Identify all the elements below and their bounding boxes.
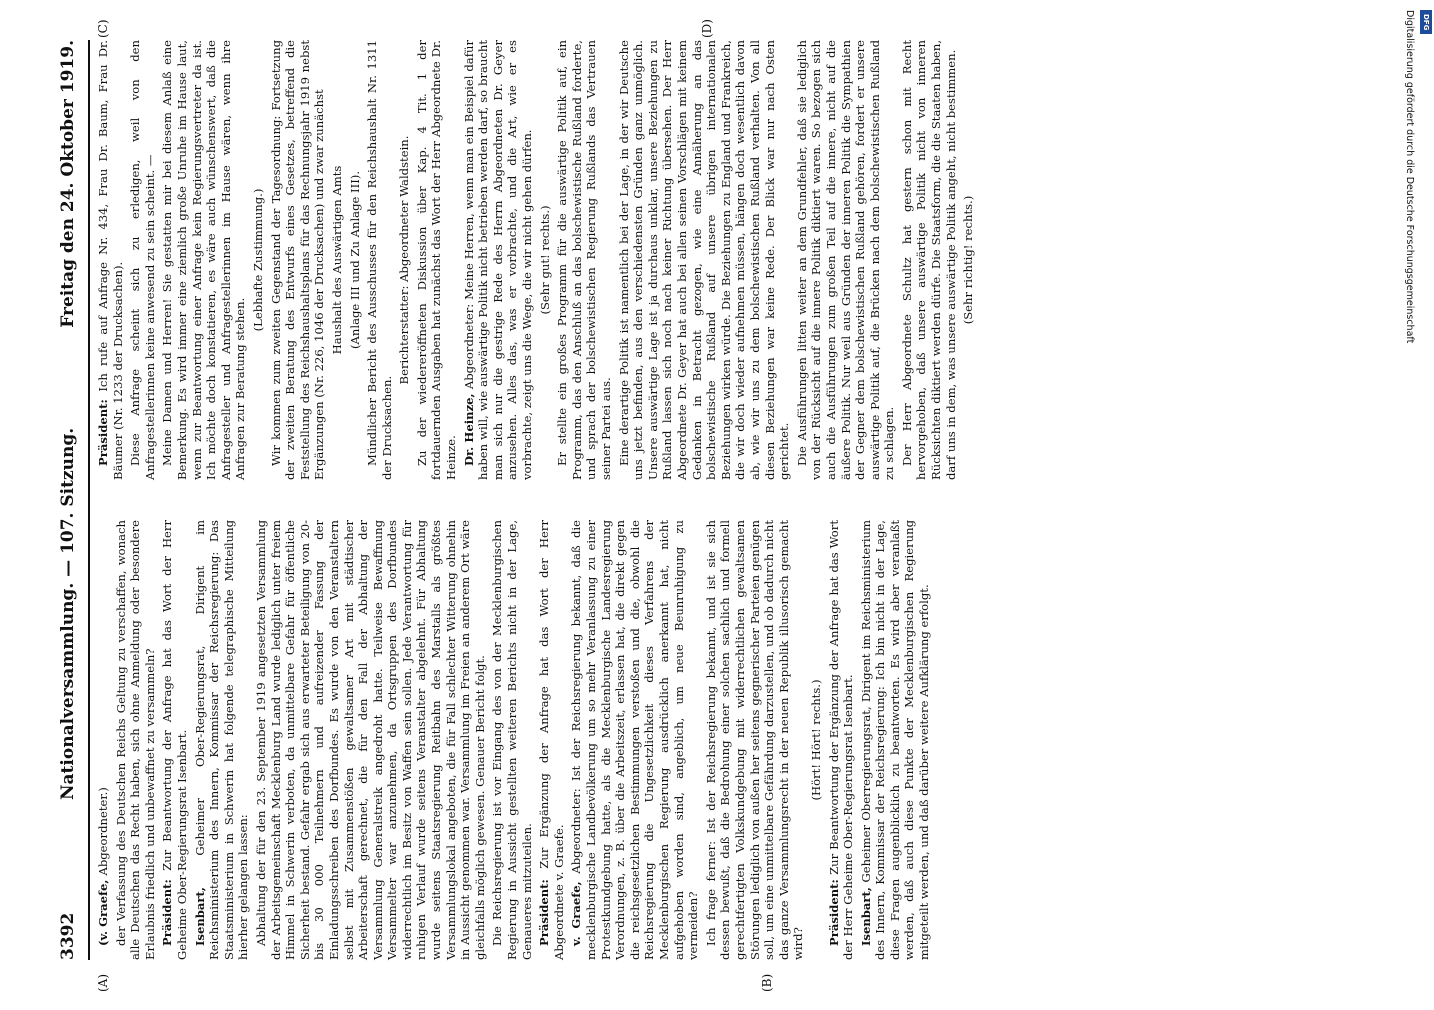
funding-note: Digitalisierung gefördert durch die Deutsche Forschungsgemeinschaft [1404, 10, 1415, 344]
margin-marker-a: (A) [96, 973, 110, 992]
left-column-paragraph [193, 520, 251, 960]
right-column-paragraph: (Sehr gut! rechts.) [537, 205, 552, 315]
left-column-paragraph [704, 520, 806, 960]
paragraph-text: Ich frage ferner: Ist der Reichsregierung bekannt, und ist sie sich dessen bewußt, daß die Bedrohung einer solchen sachlich und formell gerechtfertigten Volkskundgebung mit widerrechtlichen gewaltsamen Störungen lediglich von außen her seitens gegnerischer Parteien genügen soll, um eine unmittelbare Gefährdung darzustellen, und ob dadurch nicht das ganze Versammlungsrecht in der neuen Republik illusorisch gemacht wird? [703, 520, 806, 960]
margin-marker-d: (D) [700, 19, 714, 38]
paragraph-text: Abgeordneter: Ist der Reichsregierung bekannt, daß die mecklenburgische Landbevölkerung um so mehr Veranlassung zu einer Protestkundgebung hatte, als die Mecklenburgische Landesregierung Verordnungen, z. B. über die Arbeitszeit, erlassen hat, die direkt gegen die reichsgesetzlichen Bestimmungen verstoßen und die, obwohl die Reichsregierung die Ungesetzlichkeit dieses Verfahrens der Mecklenburgischen Regierung ausdrücklich anerkannt hat, nicht aufgehoben worden sind, angeblich, um neue Beunruhigung zu vermeiden? [569, 520, 701, 960]
speaker-name: Präsident: [96, 391, 110, 466]
paragraph-text: Zu der wiedereröffneten Diskussion über Kap. 4 Tit. 1 der fortdauernden Ausgaben hat zunächst das Wort der Herr Abgeordnete Dr. Heinze. [414, 40, 459, 480]
header-rule [88, 40, 90, 960]
speaker-name: Präsident: [160, 870, 175, 946]
left-column-paragraph [537, 520, 566, 960]
right-column-paragraph [160, 40, 248, 480]
right-column-paragraph [96, 40, 125, 480]
paragraph-text: Er stellte ein großes Programm für die auswärtige Politik auf, ein Programm, das den Anschluß an das bolschewistische Rußland forderte, und sprach der bolschewistischen Regierung Rußlands das Vertrauen seiner Partei aus. [555, 40, 613, 480]
paragraph-text: Abgeordneter.) [96, 787, 110, 876]
paragraph-text: Die Reichsregierung ist vor Eingang des von der Mecklenburgischen Regierung in Aussicht gestellten weiteren Berichts nicht in der Lage, Genaueres mitzuteilen. [490, 520, 534, 960]
right-column-paragraph: (Lebhafte Zustimmung.) [250, 188, 265, 332]
paragraph-text: Zur Beantwortung der Anfrage hat das Wort der Herr Geheime Ober-Regierungsrat Isenbart. [160, 520, 189, 960]
session-date: Freitag den 24. Oktober 1919. [58, 40, 78, 328]
right-column-paragraph: (Anlage III und Zu Anlage III). [347, 171, 362, 349]
right-column-paragraph [128, 40, 157, 480]
right-text-column [96, 40, 979, 480]
right-column-paragraph [795, 40, 897, 480]
paragraph-text: Abhaltung der für den 23. September 1919 angesetzten Versammlung der Arbeitsgemeinschaft Mecklenburg Land wurde lediglich unter freiem Himmel in Schwerin verboten, da unmittelbare Gefahr für öffentliche Sicherheit bestand. Gefahr ergab sich aus erwarteter Beteiligung von 20- bis 30 000 Teilnehmern und aufreizender Fassung der Einladungsschreiben des Dorfbundes. Es wurde von den Veranstaltern selbst mit Zusammenstößen gewaltsamer Art mit städtischer Arbeiterschaft gerechnet, die für den Fall der Abhaltung der Versammlung Generalstreik angedroht hatte. Teilweise Bewaffnung Versammelter war anzunehmen, da Ortsgruppen des Dorfbundes widerrechtlich im Besitz von Waffen sein sollen. Jede Verantwortung für ruhigen Verlauf wurde seitens Veranstalter abgelehnt. Für Abhaltung wurde seitens Staatsregierung Reitbahn des Marstalls als größtes Versammlungslokal angeboten, die für Fall schlechter Witterung ohnehin in Aussicht genommen war. Versammlung im Freien an anderem Ort wäre gleichfalls möglich gewesen. Genauer Bericht folgt. [253, 520, 487, 960]
right-column-paragraph: (Sehr richtig! rechts.) [961, 195, 976, 325]
paragraph-text: Geheimer Oberregierungsrat, Dirigent im Reichsministerium des Innern, Kommissar der Reichsregierung: Ich bin nicht in der Lage, diese Fragen augenblicklich zu beantworten. Es wird aber veranlaßt werden, daß auch diese Punkte der Mecklenburgischen Regierung mitgeteilt werden, und daß darüber weitere Aufklärung erfolgt. [858, 520, 932, 960]
left-column-paragraph [160, 520, 189, 960]
right-column-paragraph [365, 40, 394, 480]
paragraph-text: Abgeordneter: Meine Herren, wenn man ein Beispiel dafür haben will, wie auswärtige Politik nicht betrieben werden darf, so braucht man sich nur die gestrige Rede des Herrn Abgeordneten Dr. Geyer anzusehen. Alles das, was er vorbrachte, und die Art, wie er es vorbrachte, zeigt uns die Wege, die wir nicht gehen dürfen. [461, 40, 535, 480]
right-column-paragraph: Haushalt des Auswärtigen Amts [329, 165, 344, 355]
paragraph-text: Zur Ergänzung der Anfrage hat das Wort der Herr Abgeordnete v. Graefe. [537, 520, 566, 960]
paragraph-text: Eine derartige Politik ist namentlich bei der Lage, in der wir Deutsche uns jetzt befinden, aus den verschiedensten Gründen ganz unmöglich. Unsere auswärtige Lage ist ja durchaus unklar, unsere Beziehungen zu Rußland lassen sich noch nach keiner Richtung übersehen. Der Herr Abgeordnete Dr. Geyer hat auch bei allen seinen Vorschlägen mit keinem Gedanken in Betracht gezogen, wie eine Annäherung an das bolschewistische Rußland auf unsere übrigen internationalen Beziehungen wirken würde. Die Beziehungen zu England und Frankreich, die wir doch wieder aufnehmen müssen, hängen doch wesentlich davon ab, wie wir uns zu dem bolschewistischen Rußland verhalten. Von all diesen Beziehungen war keine Rede. Der Blick war nur nach Osten gerichtet. [616, 40, 792, 480]
paragraph-text: Diese Anfrage scheint sich zu erledigen, weil von den Anfragestellerinnen keine anwesend zu sein scheint. — [128, 40, 157, 480]
paragraph-text: Der Herr Abgeordnete Schultz hat gestern schon mit Recht hervorgehoben, daß unsere auswärtige Politik nicht von inneren Rücksichten diktiert werden dürfe. Die Staatsform, die die Staaten haben, darf uns in dem, was unsere auswärtige Politik angeht, nicht bestimmen. [899, 40, 958, 480]
speaker-name: v. Graefe, [569, 873, 584, 946]
speaker-name: Isenbart, [858, 882, 873, 946]
page-number: 3392 [58, 912, 78, 960]
left-column-paragraph [254, 520, 488, 960]
left-column-paragraph [859, 520, 932, 960]
left-column-paragraph [569, 520, 700, 960]
left-column-paragraph [827, 520, 856, 960]
right-column-paragraph [617, 40, 792, 480]
left-text-column [96, 520, 935, 960]
dfg-logo: DFG [1420, 10, 1432, 34]
right-column-paragraph [415, 40, 459, 480]
left-column-paragraph: (Hört! Hört! rechts.) [808, 679, 823, 801]
right-column-paragraph [900, 40, 958, 480]
paragraph-text: Wir kommen zum zweiten Gegenstand der Tagesordnung: Fortsetzung der zweiten Beratung des Entwurfs eines Gesetzes, betreffend die Feststellung des Reichshaushaltsplans für das Rechnungsjahr 1919 nebst Ergänzungen (Nr. 226, 1046 der Drucksachen) und zwar zunächst [268, 40, 327, 480]
right-column-paragraph [269, 40, 327, 480]
paragraph-text: der Verfassung des Deutschen Reichs Geltung zu verschaffen, wonach alle Deutschen das Recht haben, sich ohne Anmeldung oder besondere Erlaubnis friedlich und unbewaffnet zu versammeln? [113, 520, 157, 960]
speaker-name: Präsident: [826, 874, 841, 946]
left-column-paragraph [96, 520, 111, 960]
left-column-paragraph [114, 520, 158, 960]
speaker-name: (v. Graefe, [96, 875, 110, 946]
margin-marker-c: (C) [96, 19, 110, 38]
right-column-paragraph [462, 40, 535, 480]
right-column-paragraph [555, 40, 613, 480]
paragraph-text: Mündlicher Bericht des Ausschusses für den Reichshaushalt Nr. 1311 der Drucksachen. [365, 40, 394, 480]
paragraph-text: Geheimer Ober-Regierungsrat, Dirigent im Reichsministerium des Innern, Kommissar der Reichsregierung: Das Staatsministerium in Schwerin hat folgende telegraphische Mitteilung hierher gelangen lassen: [192, 520, 251, 960]
speaker-name: Dr. Heinze, [461, 389, 476, 466]
page-title: Nationalversammlung. — 107. Sitzung. [58, 427, 78, 800]
paragraph-text: Meine Damen und Herren! Sie gestatten mir bei diesem Anlaß eine Bemerkung. Es wird immer eine ziemlich große Unruhe im Hause laut, wenn zur Beantwortung einer Anfrage kein Regierungsvertreter da ist. Ich möchte doch konstatieren, es wäre auch wünschenswert, daß die Anfragesteller und Anfragestellerinnen im Hause wären, wenn ihre Anfragen zur Beratung stehen. [160, 40, 248, 480]
paragraph-text: Die Ausführungen litten weiter an dem Grundfehler, daß sie lediglich von der Rücksicht auf die innere Politik diktiert waren. So bezogen sich auch die Ausführungen zum großen Teil auf die innere, nicht auf die äußere Politik. Nur weil aus Gründen der inneren Politik die Sympathien der Gegner dem bolschewistischen Rußland gehören, fordert er unsere auswärtige Politik auf, die Brücken nach dem bolschewistischen Rußland zu schlagen. [794, 40, 897, 480]
margin-marker-b: (B) [760, 973, 774, 992]
speaker-name: Isenbart, [192, 855, 207, 946]
right-column-paragraph: Berichterstatter: Abgeordneter Waldstein. [397, 135, 412, 385]
paragraph-text: Ich rufe auf Anfrage Nr. 434, Frau Dr. Baum, Frau Dr. Bäumer (Nr. 1233 der Drucksachen). [96, 40, 125, 480]
left-column-paragraph [490, 520, 534, 960]
page-header [52, 40, 82, 960]
speaker-name: Präsident: [537, 868, 552, 946]
paragraph-text: Zur Beantwortung der Ergänzung der Anfrage hat das Wort der Herr Geheime Ober-Regierungsrat Isenbart. [826, 520, 856, 960]
